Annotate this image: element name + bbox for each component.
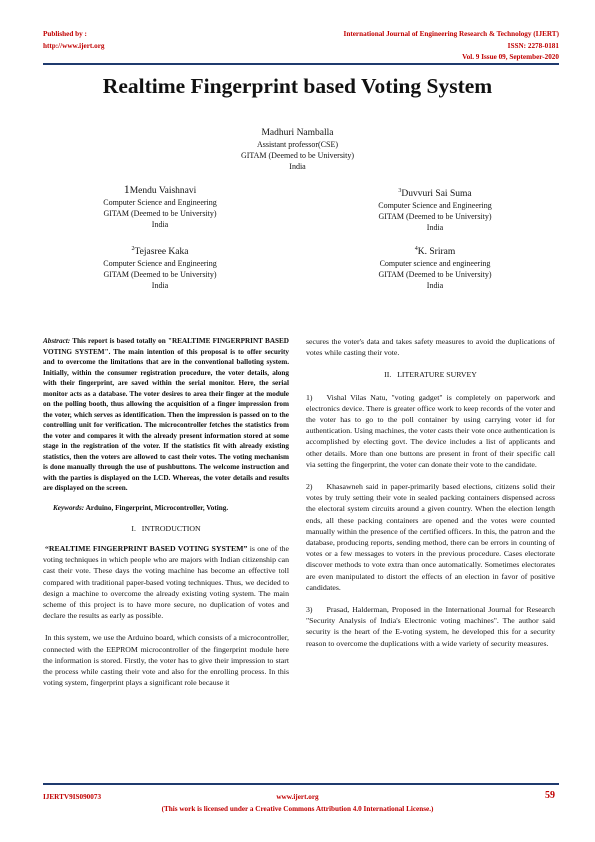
abstract-label: Abstract: — [43, 337, 71, 345]
intro-p1-text: is one of the voting techniques in which people who are majors with Indian citizenship can cast their vote. These days the voting machine has become an effective toll compared with traditional paper-based voting techniques. Thus, we decided to design a machine to overcome the already existing voting system. The main scheme of this project is to have more secure, no duplication of votes and declare the results as early as possible. — [43, 543, 290, 621]
author-dept: Computer science and engineering — [379, 259, 491, 269]
survey-item — [306, 604, 555, 649]
page-number: 59 — [545, 790, 555, 801]
author-mark: 2 — [131, 246, 135, 252]
paper-title: Realtime Fingerprint based Voting System — [102, 74, 493, 98]
license-note: (This work is licensed under a Creative Commons Attribution 4.0 International License.) — [161, 805, 434, 813]
author-mark: 3 — [398, 188, 402, 194]
author-name: Tejasree Kaka — [134, 247, 189, 258]
author-country: India — [426, 281, 444, 291]
keywords-text: Arduino, Fingerprint, Microcontroller, Voting. — [85, 503, 229, 512]
section-heading-intro: I. INTRODUCTION — [131, 523, 201, 533]
keywords — [43, 503, 289, 514]
section-heading-literature: II. LITERATURE SURVEY — [384, 370, 477, 380]
survey-text: Khasawneh said in paper-primarily based elections, citizens solid their votes by truly setting their vote in sealed packing containers dispensed across the electoral system circuits around a given country. When the election length ends, all these packing containers are opened and the votes were counted manually within the presence of the certified officers. In this, the patron and the database, producing reports, sending method, there can be errors in counting of votes or a few messages to voters in the previous procedure. Cases electorate discover methods to vote extra than once automatically. Sometimes electorates are even manipulated to distort the effects of an election in favor of positive candidates. — [306, 482, 555, 592]
author-country: India — [426, 223, 444, 233]
author-affil: GITAM (Deemed to be University) — [378, 270, 492, 280]
author-4 — [335, 244, 535, 291]
right-column — [306, 336, 555, 649]
author-affil: GITAM (Deemed to be University) — [103, 209, 217, 218]
author-2 — [60, 244, 260, 291]
left-column — [43, 336, 289, 688]
intro-continued: secures the voter's data and takes safety measures to avoid the duplications of votes while casting their vote. — [306, 337, 555, 358]
author-country: India — [151, 281, 169, 291]
author-name: Madhuri Namballa — [261, 128, 334, 138]
survey-text: Prasad, Halderman, Proposed in the International Journal for Research "Security Analysis of India's Electronic voting machines". The author said security is the heart of the E-voting system, he developed this for a security reason to overcome the duplications with a wide variety of security measures. — [306, 605, 555, 648]
intro-paragraph-1 — [43, 543, 289, 621]
journal-name: International Journal of Engineering Research & Technology (IJERT) — [343, 30, 559, 38]
survey-number: 1) — [306, 392, 313, 402]
publisher-label: Published by : — [43, 30, 87, 38]
survey-text: Vishal Vilas Natu, "voting gadget" is completely on paperwork and electronics device. There is greater office work to keep records of the voter and the voter has to go to the poll container by using carrying voter id for authentication. Using machines, the voter casts their vote once authentication is accomplished by electing govt. The device includes a list of applicants and other details. More than one buttons are present in front of their specific call via setting the fingerprint, the voter can donate their vote to the candidate. — [306, 392, 555, 469]
author-dept: Computer Science and Engineering — [103, 259, 217, 269]
author-main — [200, 128, 395, 172]
issn: ISSN: 2278-0181 — [507, 42, 559, 50]
intro-paragraph-2: In this system, we use the Arduino board, which consists of a microcontroller, connected with the EEPROM microcontroller of the fingerprint module here the information is stored. Firstly, the voter has to give their impression to start the process while casting their vote and also for the enrolling process. In this voting system, fingerprint plays a significant role because it — [43, 633, 289, 688]
intro-system-name: “REALTIME FINGERPRINT BASED VOTING SYSTEM” — [45, 543, 248, 553]
volume-issue: Vol. 9 Issue 09, September-2020 — [462, 53, 559, 61]
publisher-url[interactable]: http://www.ijert.org — [43, 42, 105, 50]
paper-id: IJERTV9IS090073 — [43, 793, 102, 801]
author-name: K. Sriram — [417, 247, 456, 258]
author-mark: 1 — [123, 182, 130, 196]
abstract — [43, 336, 289, 494]
author-role: Assistant professor(CSE) — [256, 140, 339, 149]
author-affil: GITAM (Deemed to be University) — [103, 270, 217, 280]
keywords-label: Keywords: — [53, 503, 85, 512]
author-3 — [335, 186, 535, 233]
author-dept: Computer Science and Engineering — [378, 201, 492, 211]
author-country: India — [151, 220, 169, 229]
survey-item — [306, 392, 555, 470]
header-rule — [43, 63, 559, 65]
survey-item — [306, 481, 555, 593]
survey-number: 2) — [306, 482, 313, 492]
survey-number: 3) — [306, 605, 313, 615]
author-name: Duvvuri Sai Suma — [401, 189, 472, 200]
author-affil: GITAM (Deemed to be University) — [378, 212, 492, 222]
author-name: Mendu Vaishnavi — [129, 186, 197, 196]
author-mark: 4 — [414, 246, 418, 252]
footer-rule — [43, 783, 559, 785]
author-affil: GITAM (Deemed to be University) — [240, 151, 355, 160]
author-1 — [60, 184, 260, 230]
abstract-text: This report is based totally on "REALTIME FINGERPRINT BASED VOTING SYSTEM". The main intention of this proposal is to offer security and to overcome the limitations that are in the conventional balloting system. Initially, within the consumer registration procedure, the voter details, along with their fingerprint, are saved within the serial monitor. Here, the serial monitor acts as a database. The voter desires to area their finger at the module on the polling booth, thus allowing the acquisition of a finger impression from the voter, which serves as identification. Then the impression is passed on to the controlling unit for verification. The microcontroller fetches the statistics from the voter and compares it with the already present information stored at some stage in the registration of the voter. If the statistics fit with already existing statistics, then the voters are allowed to cast their votes. The voting mechanism is done manually through the use of pushbuttons. The welcome instruction and with the parties is displayed on the LCD. Whereas, the voter details and results are displayed on the screen. — [43, 337, 289, 492]
author-dept: Computer Science and Engineering — [103, 198, 217, 207]
footer-url[interactable]: www.ijert.org — [276, 793, 319, 801]
author-country: India — [289, 162, 306, 171]
